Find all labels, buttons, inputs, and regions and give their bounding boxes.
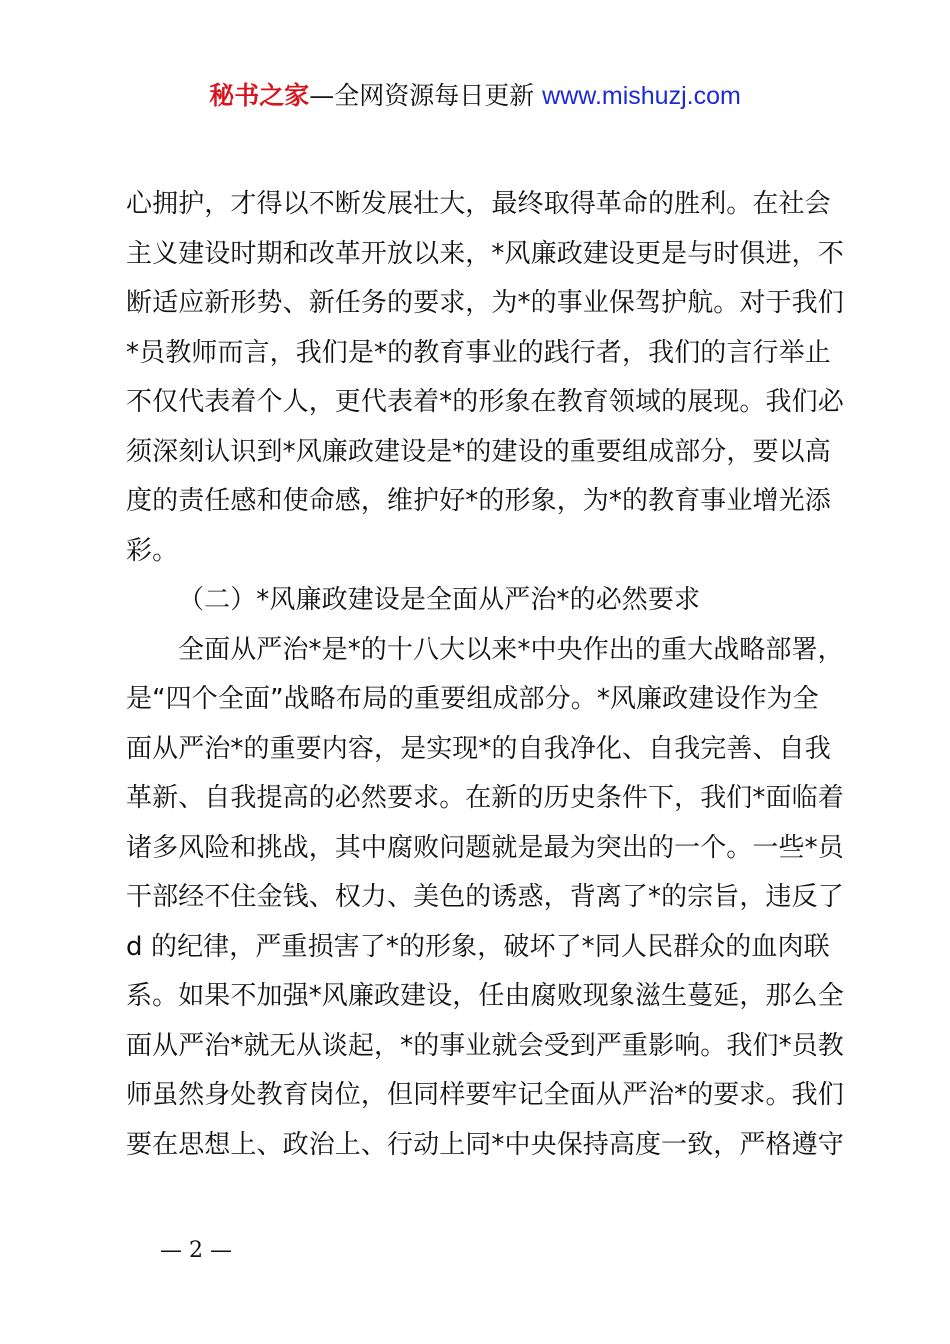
text-line: 度的责任感和使命感，维护好*的形象，为*的教育事业增光添 bbox=[126, 486, 831, 516]
text-line: 要在思想上、政治上、行动上同*中央保持高度一致，严格遵守 bbox=[126, 1129, 844, 1160]
text-line: 师虽然身处教育岗位，但同样要牢记全面从严治*的要求。我们 bbox=[126, 1080, 844, 1110]
text-line: 不仅代表着个人，更代表着*的形象在教育领域的展现。我们必 bbox=[126, 387, 844, 417]
page-number: — 2 — bbox=[160, 1238, 232, 1263]
brand-name: 秘书之家 bbox=[209, 81, 310, 110]
text-line: 革新、自我提高的必然要求。在新的历史条件下，我们*面临着 bbox=[126, 783, 844, 813]
text-line: 是“四个全面”战略布局的重要组成部分。*风廉政建设作为全 bbox=[126, 684, 819, 714]
header-tagline: —全网资源每日更新 bbox=[309, 81, 543, 110]
text-line: d 的纪律，严重损害了*的形象，破坏了*同人民群众的血肉联 bbox=[126, 931, 830, 962]
text-line: 系。如果不加强*风廉政建设，任由腐败现象滋生蔓延，那么全 bbox=[126, 981, 844, 1011]
text-line: 全面从严治*是*的十八大以来*中央作出的重大战略部署， bbox=[178, 634, 844, 665]
text-line: 干部经不住金钱、权力、美色的诱惑，背离了*的宗旨，违反了 bbox=[126, 882, 844, 912]
text-line: 心拥护，才得以不断发展壮大，最终取得革命的胜利。在社会 bbox=[126, 189, 831, 219]
site-url-link[interactable]: www.mishuzj.com bbox=[542, 82, 741, 110]
text-line: 面从严治*就无从谈起，*的事业就会受到严重影响。我们*员教 bbox=[126, 1030, 844, 1061]
site-header bbox=[0, 78, 950, 114]
text-line: 面从严治*的重要内容，是实现*的自我净化、自我完善、自我 bbox=[126, 733, 831, 764]
text-line: 彩。 bbox=[126, 535, 179, 566]
document-body bbox=[126, 180, 844, 1170]
text-line: 断适应新形势、新任务的要求，为*的事业保驾护航。对于我们 bbox=[126, 288, 844, 318]
text-line: 主义建设时期和改革开放以来，*风廉政建设更是与时俱进，不 bbox=[126, 238, 844, 269]
text-line: *员教师而言，我们是*的教育事业的践行者，我们的言行举止 bbox=[126, 337, 831, 368]
text-line: 须深刻认识到*风廉政建设是*的建设的重要组成部分，要以高 bbox=[126, 436, 831, 467]
text-line: 诸多风险和挑战，其中腐败问题就是最为突出的一个。一些*员 bbox=[126, 832, 844, 863]
section-heading: （二）*风廉政建设是全面从严治*的必然要求 bbox=[178, 585, 701, 615]
